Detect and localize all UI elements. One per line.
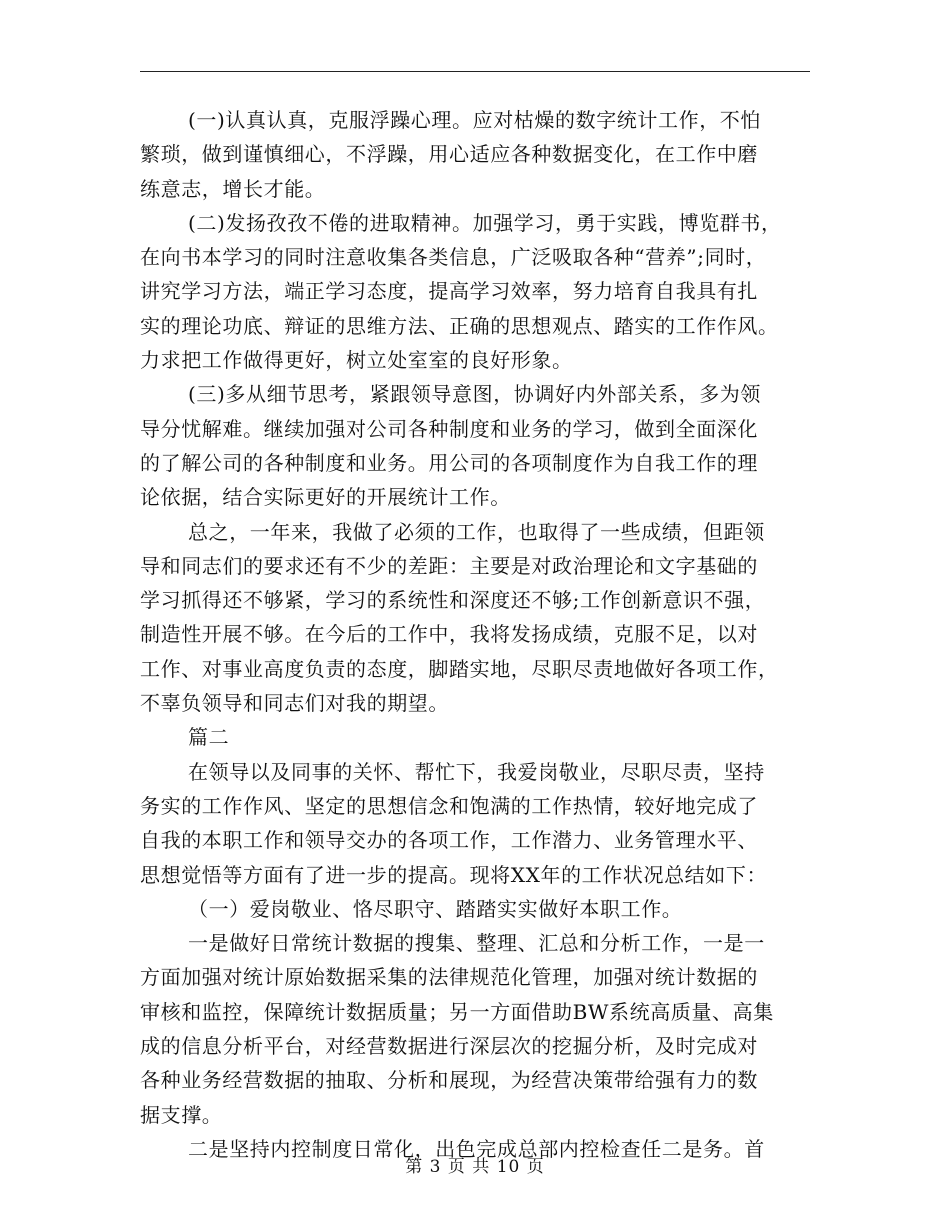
text-line: 审核和监控，保障统计数据质量；另一方面借助BW系统高质量、高集 [140, 999, 774, 1024]
text-line: (二)发扬孜孜不倦的进取精神。加强学习，勇于实践，博览群书， [188, 210, 782, 235]
text-line: 在向书本学习的同时注意收集各类信息，广泛吸取各种“营养”;同时， [140, 245, 767, 270]
text-line: 成的信息分析平台，对经营数据进行深层次的挖掘分析，及时完成对 [140, 1034, 758, 1059]
text-line: 讲究学习方法，端正学习态度，提高学习效率，努力培育自我具有扎 [140, 279, 758, 304]
text-line: 思想觉悟等方面有了进一步的提高。现将XX年的工作状况总结如下： [140, 862, 768, 887]
text-line: 繁琐，做到谨慎细心，不浮躁，用心适应各种数据变化，在工作中磨 [140, 142, 758, 167]
text-line: 据支撑。 [140, 1102, 223, 1127]
document-body [140, 103, 810, 1166]
text-line: 工作、对事业高度负责的态度，脚踏实地，尽职尽责地做好各项工作， [140, 656, 779, 681]
text-line: （一）爱岗敬业、恪尽职守、踏踏实实做好本职工作。 [188, 896, 683, 921]
text-line: 篇二 [188, 725, 230, 750]
text-line: 在领导以及同事的关怀、帮忙下，我爱岗敬业，尽职尽责，坚持 [188, 759, 765, 784]
text-line: 导和同志们的要求还有不少的差距：主要是对政治理论和文字基础的 [140, 553, 758, 578]
text-line: 的了解公司的各种制度和业务。用公司的各项制度作为自我工作的理 [140, 450, 758, 475]
text-line: 各种业务经营数据的抽取、分析和展现，为经营决策带给强有力的数 [140, 1068, 758, 1093]
text-line: 方面加强对统计原始数据采集的法律规范化管理，加强对统计数据的 [140, 965, 758, 990]
text-line: 自我的本职工作和领导交办的各项工作，工作潜力、业务管理水平、 [140, 828, 758, 853]
page-number-footer: 第 3 页 共 10 页 [405, 1157, 545, 1177]
text-line: 二是坚持内控制度日常化，出色完成总部内控检查任二是务。首 [188, 1136, 765, 1161]
text-line: 总之，一年来，我做了必须的工作，也取得了一些成绩，但距领 [188, 519, 765, 544]
text-line: 学习抓得还不够紧，学习的系统性和深度还不够;工作创新意识不强， [140, 588, 766, 613]
text-line: (一)认真认真，克服浮躁心理。应对枯燥的数字统计工作，不怕 [188, 108, 762, 132]
text-line: 练意志，增长才能。 [140, 176, 326, 201]
text-line: 导分忧解难。继续加强对公司各种制度和业务的学习，做到全面深化 [140, 416, 758, 441]
text-line: 力求把工作做得更好，树立处室室的良好形象。 [140, 348, 573, 373]
text-line: 实的理论功底、辩证的思维方法、正确的思想观点、踏实的工作作风。 [140, 313, 779, 338]
header-rule [140, 71, 810, 72]
text-line: 务实的工作作风、坚定的思想信念和饱满的工作热情，较好地完成了 [140, 793, 758, 818]
text-line: 不辜负领导和同志们对我的期望。 [140, 691, 449, 716]
text-line: 论依据，结合实际更好的开展统计工作。 [140, 485, 511, 510]
text-line: (三)多从细节思考，紧跟领导意图，协调好内外部关系，多为领 [188, 382, 762, 407]
text-line: 制造性开展不够。在今后的工作中，我将发扬成绩，克服不足，以对 [140, 622, 758, 647]
text-line: 一是做好日常统计数据的搜集、整理、汇总和分析工作，一是一 [188, 931, 765, 956]
